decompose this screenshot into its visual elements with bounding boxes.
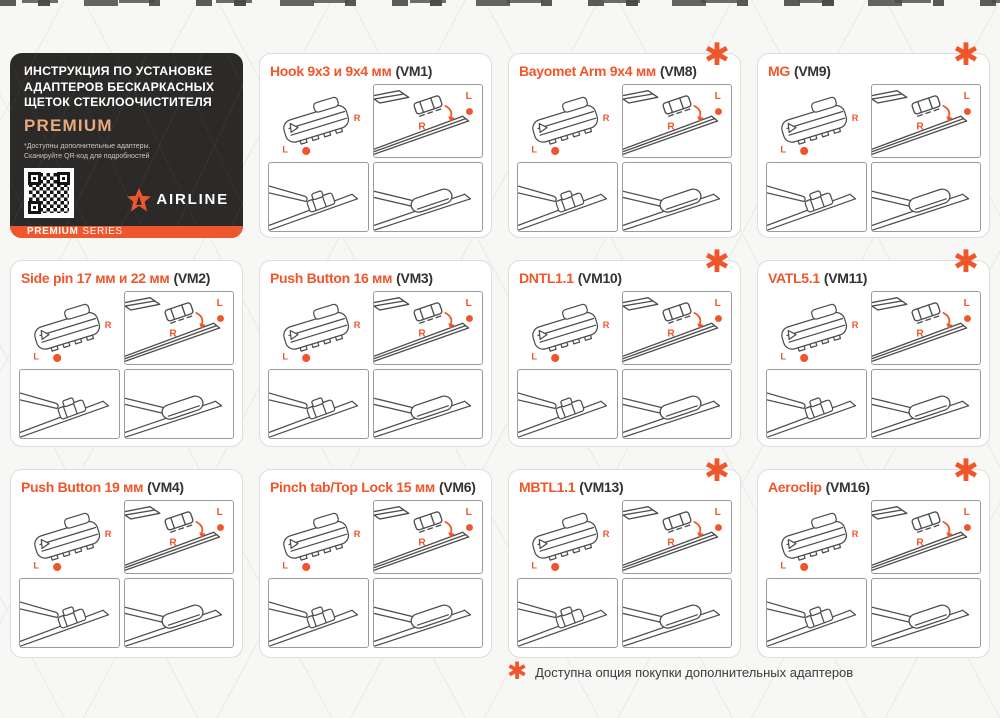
svg-text:L: L	[531, 560, 538, 571]
adapter-name: MG	[768, 63, 790, 79]
adapter-card	[757, 37, 990, 238]
strip-bold-label: PREMIUM	[27, 226, 79, 238]
adapter-card	[508, 453, 741, 658]
attach-step-illustration	[871, 84, 981, 158]
adapter-code: (VM8)	[659, 63, 697, 79]
svg-text:R: R	[602, 113, 610, 123]
svg-text:R: R	[353, 529, 361, 539]
svg-text:R: R	[667, 537, 675, 549]
qr-finder-icon	[28, 201, 41, 214]
footnote-text: Доступна опция покупки дополнительных адаптеров	[535, 664, 854, 680]
adapter-code: (VM10)	[577, 270, 622, 286]
asterisk-icon: ✱	[953, 37, 979, 72]
adapter-overview-illustration	[766, 291, 867, 365]
premium-series-strip	[10, 226, 243, 238]
footnote	[507, 659, 853, 685]
click-step-illustration	[19, 578, 120, 648]
attach-step-illustration	[373, 500, 483, 574]
svg-text:L: L	[780, 144, 787, 155]
attach-step-illustration	[124, 500, 234, 574]
attach-step-illustration	[871, 291, 981, 365]
svg-text:R: R	[418, 121, 426, 133]
adapter-code: (VM9)	[793, 63, 831, 79]
adapter-overview-illustration	[517, 500, 618, 574]
asterisk-icon: ✱	[507, 658, 528, 685]
svg-text:R: R	[104, 529, 112, 539]
adapter-code: (VM2)	[173, 270, 211, 286]
svg-text:L: L	[963, 507, 970, 519]
svg-text:L: L	[465, 507, 472, 519]
svg-text:L: L	[714, 507, 721, 519]
attach-step-illustration	[373, 84, 483, 158]
click-step-illustration	[766, 162, 867, 232]
svg-text:R: R	[353, 113, 361, 123]
header-note	[24, 142, 229, 162]
instruction-panels	[766, 500, 981, 648]
adapter-code: (VM11)	[823, 270, 868, 286]
svg-text:R: R	[418, 537, 426, 549]
svg-text:L: L	[216, 507, 223, 519]
lock-step-illustration	[622, 369, 732, 439]
adapter-name: MBTL1.1	[519, 479, 576, 495]
adapter-name: Bayomet Arm 9x4 мм	[519, 63, 656, 79]
svg-text:L: L	[465, 298, 472, 310]
svg-text:R: R	[916, 121, 924, 133]
click-step-illustration	[517, 162, 618, 232]
svg-text:R: R	[602, 529, 610, 539]
svg-text:R: R	[169, 328, 177, 340]
click-step-illustration	[268, 369, 369, 439]
adapter-card	[259, 469, 492, 658]
adapter-overview-illustration	[517, 84, 618, 158]
sheet-title-line: ЩЕТОК СТЕКЛООЧИСТИТЕЛЯ	[24, 95, 212, 110]
adapter-name: Push Button 16 мм	[270, 270, 393, 286]
svg-text:R: R	[667, 121, 675, 133]
adapter-card	[757, 453, 990, 658]
series-name: PREMIUM	[24, 116, 113, 136]
adapter-overview-illustration	[19, 291, 120, 365]
instruction-panels	[268, 291, 483, 439]
svg-text:L: L	[531, 351, 538, 362]
lock-step-illustration	[124, 578, 234, 648]
brand-name: AIRLINE	[156, 191, 229, 209]
card-title	[768, 479, 981, 495]
svg-text:R: R	[851, 529, 859, 539]
adapter-overview-illustration	[268, 291, 369, 365]
svg-text:L: L	[282, 560, 289, 571]
adapter-overview-illustration	[517, 291, 618, 365]
svg-text:L: L	[216, 298, 223, 310]
adapter-card	[259, 53, 492, 238]
svg-text:L: L	[33, 560, 40, 571]
svg-text:R: R	[851, 320, 859, 330]
click-step-illustration	[19, 369, 120, 439]
star-icon	[127, 188, 151, 212]
instruction-panels	[766, 84, 981, 232]
lock-step-illustration	[622, 162, 732, 232]
adapter-name: Hook 9x3 и 9x4 мм	[270, 63, 392, 79]
sheet-title	[24, 64, 229, 111]
attach-step-illustration	[373, 291, 483, 365]
svg-text:L: L	[531, 144, 538, 155]
asterisk-icon: ✱	[953, 244, 979, 279]
click-step-illustration	[268, 578, 369, 648]
sheet-title-line: АДАПТЕРОВ БЕСКАРКАСНЫХ	[24, 79, 215, 94]
card-title	[270, 479, 483, 495]
adapter-name: Side pin 17 мм и 22 мм	[21, 270, 170, 286]
svg-text:R: R	[104, 320, 112, 330]
attach-step-illustration	[622, 291, 732, 365]
svg-text:R: R	[353, 320, 361, 330]
header-note-line: Сканируйте QR-код для подробностей	[24, 153, 150, 160]
attach-step-illustration	[622, 84, 732, 158]
adapter-code: (VM3)	[396, 270, 433, 286]
adapter-code: (VM13)	[579, 479, 624, 495]
adapter-card	[757, 244, 990, 447]
instruction-panels	[517, 84, 732, 232]
lock-step-illustration	[373, 162, 483, 232]
asterisk-icon: ✱	[704, 453, 730, 488]
header-note-line: *Доступны дополнительные адаптеры.	[24, 143, 151, 151]
qr-code[interactable]	[24, 168, 74, 218]
header-card	[10, 53, 243, 238]
svg-text:R: R	[667, 328, 675, 340]
card-title	[768, 63, 981, 79]
adapter-overview-illustration	[766, 500, 867, 574]
svg-text:R: R	[602, 320, 610, 330]
asterisk-icon: ✱	[704, 37, 730, 72]
adapter-card	[259, 260, 492, 447]
instruction-panels	[517, 500, 732, 648]
card-title	[768, 270, 981, 286]
svg-text:R: R	[169, 537, 177, 549]
click-step-illustration	[766, 578, 867, 648]
svg-text:L: L	[963, 91, 970, 103]
instruction-panels	[19, 291, 234, 439]
lock-step-illustration	[871, 578, 981, 648]
adapter-overview-illustration	[766, 84, 867, 158]
brand-logo	[127, 188, 229, 212]
adapter-name: Pinch tab/Top Lock 15 мм	[270, 479, 435, 495]
attach-step-illustration	[871, 500, 981, 574]
qr-finder-icon	[28, 172, 41, 185]
card-title	[270, 63, 483, 79]
top-edge-pattern-2	[0, 0, 1000, 3]
lock-step-illustration	[622, 578, 732, 648]
instruction-panels	[268, 84, 483, 232]
card-title	[519, 63, 732, 79]
svg-text:R: R	[851, 113, 859, 123]
adapter-code: (VM4)	[147, 479, 184, 495]
svg-text:L: L	[282, 144, 289, 155]
svg-text:L: L	[33, 351, 40, 362]
click-step-illustration	[517, 369, 618, 439]
adapter-card	[508, 244, 741, 447]
adapter-card	[10, 469, 243, 658]
click-step-illustration	[268, 162, 369, 232]
adapter-name: DNTL1.1	[519, 270, 574, 286]
asterisk-icon: ✱	[704, 244, 730, 279]
adapter-overview-illustration	[268, 84, 369, 158]
card-title	[21, 270, 234, 286]
lock-step-illustration	[373, 369, 483, 439]
svg-text:L: L	[780, 351, 787, 362]
instruction-panels	[517, 291, 732, 439]
lock-step-illustration	[124, 369, 234, 439]
header-bottom-row	[24, 168, 229, 226]
adapter-name: Push Button 19 мм	[21, 479, 144, 495]
attach-step-illustration	[124, 291, 234, 365]
lock-step-illustration	[871, 162, 981, 232]
click-step-illustration	[517, 578, 618, 648]
adapter-code: (VM16)	[825, 479, 870, 495]
strip-light-label: SERIES	[82, 226, 123, 238]
attach-step-illustration	[622, 500, 732, 574]
lock-step-illustration	[373, 578, 483, 648]
instruction-panels	[19, 500, 234, 648]
adapter-overview-illustration	[19, 500, 120, 574]
svg-text:R: R	[916, 328, 924, 340]
card-title	[270, 270, 483, 286]
card-title	[519, 270, 732, 286]
adapter-name: Aeroclip	[768, 479, 822, 495]
adapter-card	[508, 37, 741, 238]
card-title	[21, 479, 234, 495]
instruction-panels	[766, 291, 981, 439]
qr-finder-icon	[57, 172, 70, 185]
card-title	[519, 479, 732, 495]
lock-step-illustration	[871, 369, 981, 439]
svg-text:L: L	[465, 91, 472, 103]
adapter-overview-illustration	[268, 500, 369, 574]
adapter-code: (VM1)	[395, 63, 433, 79]
svg-text:R: R	[916, 537, 924, 549]
svg-text:L: L	[714, 298, 721, 310]
instruction-panels	[268, 500, 483, 648]
svg-text:R: R	[418, 328, 426, 340]
svg-text:L: L	[282, 351, 289, 362]
svg-text:L: L	[714, 91, 721, 103]
click-step-illustration	[766, 369, 867, 439]
adapter-code: (VM6)	[438, 479, 476, 495]
sheet-title-line: ИНСТРУКЦИЯ ПО УСТАНОВКЕ	[24, 64, 213, 78]
adapter-card	[10, 260, 243, 447]
adapter-name: VATL5.1	[768, 270, 820, 286]
svg-text:L: L	[780, 560, 787, 571]
svg-text:L: L	[963, 298, 970, 310]
cards-grid	[10, 37, 990, 658]
asterisk-icon: ✱	[953, 453, 979, 488]
